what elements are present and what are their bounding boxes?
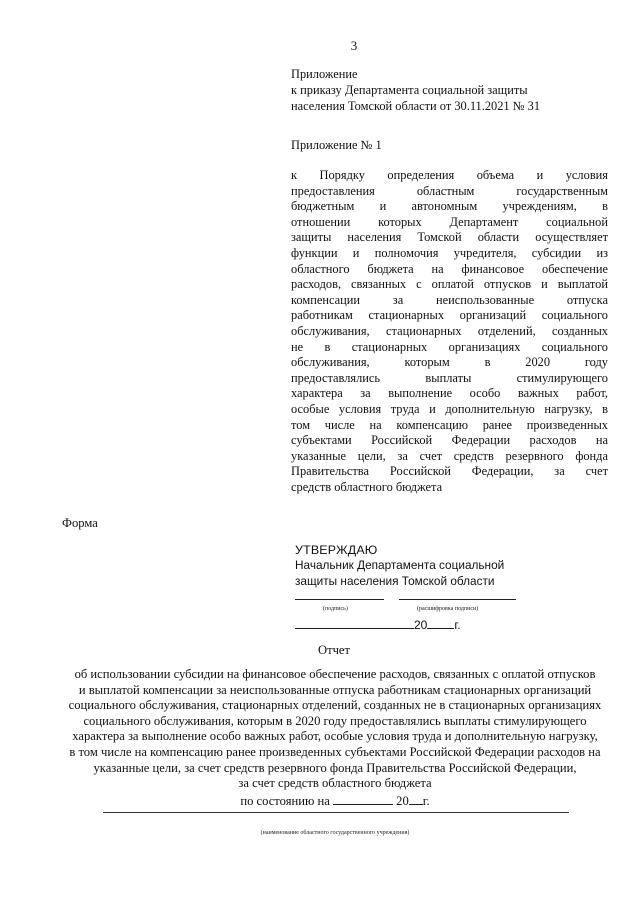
as-of-suffix: г. bbox=[422, 793, 430, 808]
report-as-of bbox=[40, 792, 630, 810]
report-line: указанные цели, за счет средств резервного фонда Правительства Российской Федерации, bbox=[93, 760, 577, 775]
appendix-line: к приказу Департамента социальной защиты bbox=[291, 82, 528, 97]
order-line: обслуживания, которым в 2020 году bbox=[291, 355, 608, 370]
order-line: средств областного бюджета bbox=[291, 479, 443, 494]
approval-date bbox=[295, 616, 461, 632]
report-line: в том числе на компенсацию ранее произведенных субъектами Российской Федерации расходов на bbox=[69, 744, 601, 759]
order-line: функции и полномочия учредителя, субсидии из bbox=[291, 245, 608, 260]
approval-title: УТВЕРЖДАЮ bbox=[295, 543, 378, 557]
order-line: особые условия труда и дополнительную нагрузку, в bbox=[291, 401, 608, 416]
order-line: компенсации за неиспользованные отпуска bbox=[291, 292, 608, 307]
report-line: об использовании субсидии на финансовое обеспечение расходов, связанных с оплатой отпусков bbox=[74, 667, 596, 681]
appendix-line: населения Томской области от 30.11.2021 № 31 bbox=[291, 98, 541, 113]
report-line: характера за выполнение особо важных работ, особые условия труда и дополнительную нагрузку, bbox=[72, 729, 598, 744]
approval-position-line: защиты населения Томской области bbox=[295, 573, 495, 588]
order-line: предоставлялись выплаты стимулирующего bbox=[291, 370, 608, 385]
order-line: обслуживания, стационарных отделений, созданных bbox=[291, 323, 608, 338]
report-line: социального обслуживания, которым в 2020 году предоставлялись выплаты стимулирующего bbox=[83, 713, 587, 728]
signature-decode-line[interactable] bbox=[399, 599, 516, 600]
appendix-number: Приложение № 1 bbox=[291, 138, 382, 152]
approval-block bbox=[295, 543, 504, 589]
order-line: характера за выполнение особо важных работ, bbox=[291, 386, 608, 401]
date-year-prefix: 20 bbox=[414, 618, 428, 632]
signature-line[interactable] bbox=[295, 599, 384, 600]
order-line: к Порядку определения объема и условия bbox=[291, 168, 608, 182]
approval-position-line: Начальник Департамента социальной bbox=[295, 558, 505, 572]
report-line: за счет средств областного бюджета bbox=[238, 776, 432, 791]
order-line: бюджетным и автономным учреждениям, в bbox=[291, 199, 608, 214]
order-line: субъектами Российской Федерации расходов на bbox=[291, 433, 608, 448]
report-title: Отчет bbox=[318, 643, 351, 657]
order-line: указанные цели, за счет средств резервного фонда bbox=[291, 448, 608, 463]
order-line: защиты населения Томской области осуществляет bbox=[291, 230, 608, 245]
as-of-date-blank[interactable] bbox=[333, 792, 393, 805]
as-of-year-blank[interactable] bbox=[409, 792, 423, 805]
signature-decode-caption: (расшифровка подписи) bbox=[417, 606, 479, 612]
institution-name-line[interactable] bbox=[103, 812, 569, 813]
report-line: социального обслуживания, стационарных отделений, созданных не в стационарных организациях bbox=[68, 698, 602, 713]
form-label: Форма bbox=[62, 516, 98, 530]
order-line: отношении которых Департамент социальной bbox=[291, 214, 608, 229]
order-line: предоставления областным государственным bbox=[291, 183, 608, 198]
page-number: 3 bbox=[350, 38, 358, 53]
date-blank[interactable] bbox=[295, 616, 414, 629]
order-line: работникам стационарных организаций социального bbox=[291, 308, 608, 323]
order-line: том числе на компенсацию ранее произведенных bbox=[291, 417, 608, 432]
signature-caption: (подпись) bbox=[323, 606, 348, 612]
order-line: областного бюджета на финансовое обеспечение bbox=[291, 261, 608, 276]
order-description bbox=[291, 168, 608, 495]
report-description bbox=[40, 667, 630, 809]
report-line: и выплатой компенсации за неиспользованные отпуска работникам стационарных организаций bbox=[78, 682, 592, 697]
order-line: Правительства Российской Федерации, за счет bbox=[291, 464, 608, 479]
as-of-prefix: по состоянию на bbox=[240, 793, 330, 808]
institution-caption: (наименование областного государственного учреждения) bbox=[260, 830, 410, 836]
as-of-year-prefix: 20 bbox=[396, 793, 409, 808]
appendix-line: Приложение bbox=[291, 67, 358, 81]
order-line: расходов, связанных с оплатой отпусков и выплатой bbox=[291, 277, 608, 292]
date-suffix: г. bbox=[454, 618, 461, 632]
order-line: не в стационарных организациях социального bbox=[291, 339, 608, 354]
year-blank[interactable] bbox=[427, 616, 454, 629]
appendix-header bbox=[291, 67, 540, 114]
